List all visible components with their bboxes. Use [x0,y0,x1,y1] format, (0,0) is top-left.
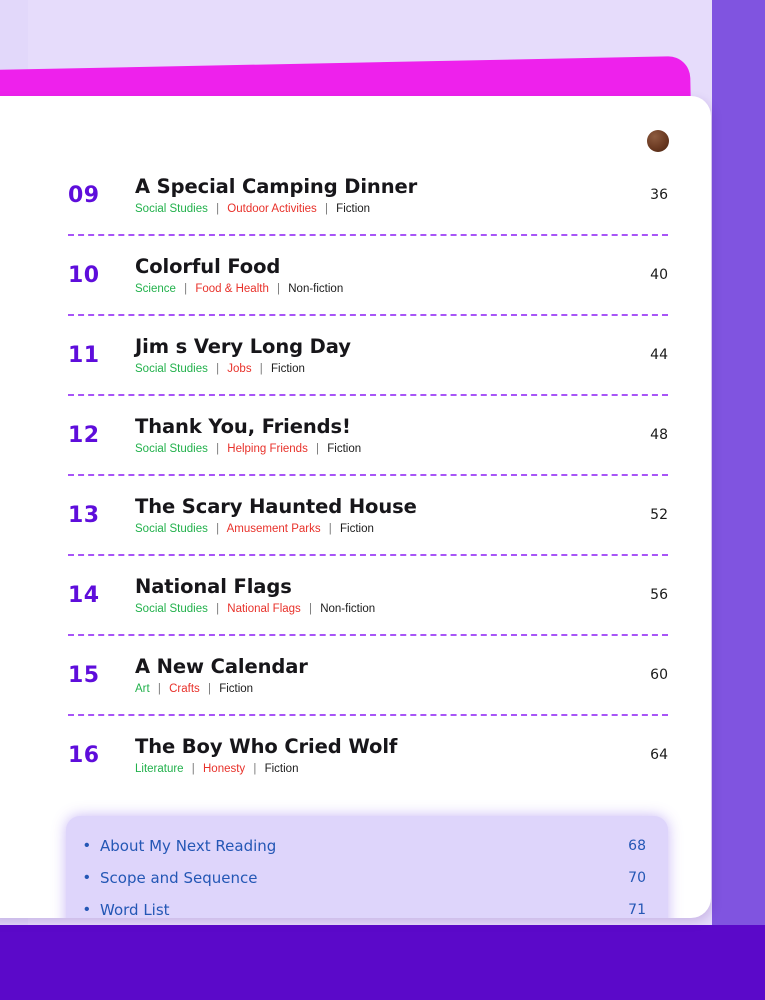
entry-page-number: 60 [650,667,668,683]
list-item[interactable] [68,636,668,716]
entry-number: 14 [68,582,100,608]
entry-body [130,255,628,296]
entry-body [130,655,628,696]
list-item[interactable] [66,862,668,894]
entry-title: A New Calendar [135,654,308,678]
entry-subject: Art [135,682,150,695]
entry-page-number: 56 [650,587,668,603]
entry-subject: Social Studies [135,202,208,215]
entry-tags [135,444,628,456]
background-bottom-band [0,925,765,1000]
tag-separator: | [277,282,281,295]
toc-card [0,96,711,918]
entry-tags [135,764,628,776]
entry-genre: Fiction [340,522,374,535]
background-right-panel [712,0,765,930]
entry-topic: National Flags [227,602,301,615]
entry-title: The Scary Haunted House [135,494,417,518]
entry-page-number: 48 [650,427,668,443]
entry-genre: Fiction [327,442,362,455]
entry-title: National Flags [135,574,292,598]
backmatter-list [66,816,668,918]
entry-body [130,575,628,616]
entry-topic: Crafts [169,682,200,695]
entry-genre: Fiction [336,202,371,215]
tag-separator: | [253,762,257,775]
entry-page-number: 40 [650,267,668,283]
bullet-icon: • [84,837,90,854]
entry-title: The Boy Who Cried Wolf [135,734,398,758]
entry-subject: Social Studies [135,442,208,455]
entry-number: 10 [68,262,100,288]
backmatter-page-number: 71 [628,902,646,918]
entry-body [130,735,628,776]
entry-tags [135,684,628,696]
entry-number: 11 [68,342,100,368]
entry-page-number: 44 [650,347,668,363]
list-item[interactable] [68,236,668,316]
backmatter-label: Word List [100,901,170,918]
entry-number: 12 [68,422,100,448]
tag-separator: | [216,442,220,455]
entry-genre: Non-fiction [320,602,376,615]
decorative-dot-icon [647,130,669,152]
list-item[interactable] [68,476,668,556]
entry-page-number: 36 [650,187,668,203]
entry-topic: Food & Health [195,282,269,295]
list-item[interactable] [68,716,668,794]
entry-tags [135,364,628,376]
list-item[interactable] [68,396,668,476]
entry-genre: Fiction [270,362,305,375]
entry-title: Thank You, Friends! [135,414,351,438]
entry-number: 09 [68,182,100,208]
tag-separator: | [191,762,195,775]
entry-body [130,415,628,456]
entry-body [130,495,628,536]
tag-separator: | [328,522,332,535]
entry-body [130,175,628,216]
list-item[interactable] [66,894,668,918]
toc-list [68,156,668,794]
entry-page-number: 64 [650,747,668,763]
entry-title: A Special Camping Dinner [135,174,418,198]
entry-body [130,335,628,376]
tag-separator: | [216,522,220,535]
tag-separator: | [259,362,263,375]
bullet-icon: • [84,869,90,886]
entry-subject: Social Studies [135,522,208,535]
entry-topic: Jobs [227,362,252,375]
entry-subject: Science [135,282,176,295]
tag-separator: | [184,282,188,295]
entry-topic: Outdoor Activities [227,202,317,215]
entry-genre: Fiction [264,762,299,775]
entry-title: Jim s Very Long Day [135,334,351,358]
entry-tags [135,204,628,216]
list-item[interactable] [68,156,668,236]
backmatter-page-number: 68 [628,838,646,854]
tag-separator: | [216,362,220,375]
tag-separator: | [324,202,328,215]
entry-tags [135,524,628,536]
tag-separator: | [216,602,220,615]
tag-separator: | [207,682,211,695]
entry-tags [135,604,628,616]
bullet-icon: • [84,901,90,918]
entry-topic: Helping Friends [227,442,308,455]
backmatter-label: About My Next Reading [100,837,277,855]
entry-title: Colorful Food [135,254,281,278]
entry-subject: Literature [135,762,184,775]
entry-tags [135,284,628,296]
backmatter-page-number: 70 [628,870,646,886]
entry-subject: Social Studies [135,362,208,375]
backmatter-label: Scope and Sequence [100,869,258,887]
entry-number: 15 [68,662,100,688]
list-item[interactable] [66,830,668,862]
entry-subject: Social Studies [135,602,208,615]
tag-separator: | [216,202,220,215]
entry-page-number: 52 [650,507,668,523]
entry-topic: Amusement Parks [226,522,321,535]
list-item[interactable] [68,556,668,636]
entry-number: 16 [68,742,100,768]
tag-separator: | [157,682,161,695]
entry-genre: Fiction [219,682,254,695]
entry-genre: Non-fiction [288,282,344,295]
entry-topic: Honesty [203,762,246,775]
list-item[interactable] [68,316,668,396]
entry-number: 13 [68,502,100,528]
tag-separator: | [316,442,320,455]
tag-separator: | [309,602,312,615]
